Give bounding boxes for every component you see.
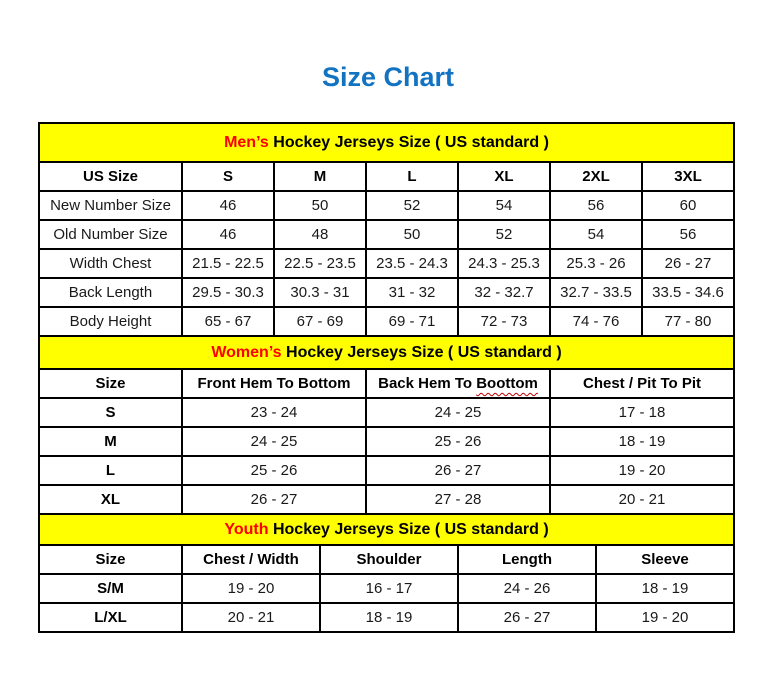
men-cell: 65 - 67 — [182, 307, 274, 336]
table-row — [39, 603, 734, 632]
youth-col-header-sleeve: Sleeve — [596, 545, 734, 574]
women-cell: 25 - 26 — [366, 427, 550, 456]
women-col-header-back-hem — [366, 369, 550, 398]
men-cell: 52 — [458, 220, 550, 249]
youth-cell: 18 - 19 — [596, 574, 734, 603]
men-cell: 52 — [366, 191, 458, 220]
table-row — [39, 307, 734, 336]
women-cell: 27 - 28 — [366, 485, 550, 514]
men-row-label: Old Number Size — [39, 220, 182, 249]
youth-cell: 16 - 17 — [320, 574, 458, 603]
men-cell: 32 - 32.7 — [458, 278, 550, 307]
men-cell: 30.3 - 31 — [274, 278, 366, 307]
men-col-header-s: S — [182, 162, 274, 191]
mens-section-header — [39, 123, 734, 162]
women-cell: 26 - 27 — [182, 485, 366, 514]
women-col-header-back-hem-text: Back Hem To — [378, 375, 477, 392]
men-cell: 56 — [550, 191, 642, 220]
youth-column-header-row — [39, 545, 734, 574]
women-cell: 20 - 21 — [550, 485, 734, 514]
womens-size-table — [38, 335, 735, 515]
women-row-label: XL — [39, 485, 182, 514]
youth-row-label: L/XL — [39, 603, 182, 632]
table-row — [39, 249, 734, 278]
women-cell: 24 - 25 — [182, 427, 366, 456]
men-cell: 29.5 - 30.3 — [182, 278, 274, 307]
womens-section-header — [39, 336, 734, 369]
youth-section-header-row — [39, 514, 734, 545]
men-cell: 60 — [642, 191, 734, 220]
men-cell: 50 — [274, 191, 366, 220]
men-cell: 69 - 71 — [366, 307, 458, 336]
women-col-header-front-hem: Front Hem To Bottom — [182, 369, 366, 398]
women-row-label: M — [39, 427, 182, 456]
mens-size-table — [38, 122, 735, 337]
women-cell: 19 - 20 — [550, 456, 734, 485]
men-col-header-us-size: US Size — [39, 162, 182, 191]
womens-section-highlight: Women’s — [211, 343, 282, 361]
men-cell: 54 — [458, 191, 550, 220]
men-row-label: Width Chest — [39, 249, 182, 278]
youth-col-header-length: Length — [458, 545, 596, 574]
page-title: Size Chart — [321, 62, 455, 92]
mens-section-rest: Hockey Jerseys Size ( US standard ) — [268, 133, 549, 151]
women-cell: 23 - 24 — [182, 398, 366, 427]
men-cell: 32.7 - 33.5 — [550, 278, 642, 307]
table-row — [39, 485, 734, 514]
women-row-label: L — [39, 456, 182, 485]
women-cell: 18 - 19 — [550, 427, 734, 456]
women-cell: 24 - 25 — [366, 398, 550, 427]
mens-column-header-row — [39, 162, 734, 191]
men-cell: 56 — [642, 220, 734, 249]
men-cell: 31 - 32 — [366, 278, 458, 307]
women-cell: 26 - 27 — [366, 456, 550, 485]
women-col-header-chest: Chest / Pit To Pit — [550, 369, 734, 398]
men-col-header-2xl: 2XL — [550, 162, 642, 191]
table-row — [39, 191, 734, 220]
youth-col-header-shoulder: Shoulder — [320, 545, 458, 574]
men-col-header-xl: XL — [458, 162, 550, 191]
youth-cell: 19 - 20 — [596, 603, 734, 632]
mens-section-header-row — [39, 123, 734, 162]
youth-cell: 18 - 19 — [320, 603, 458, 632]
men-cell: 26 - 27 — [642, 249, 734, 278]
womens-column-header-row — [39, 369, 734, 398]
youth-size-table — [38, 513, 735, 633]
youth-section-header — [39, 514, 734, 545]
men-cell: 21.5 - 22.5 — [182, 249, 274, 278]
women-row-label: S — [39, 398, 182, 427]
size-chart-tables — [38, 122, 733, 633]
men-cell: 46 — [182, 220, 274, 249]
womens-section-rest: Hockey Jerseys Size ( US standard ) — [281, 343, 562, 361]
men-cell: 23.5 - 24.3 — [366, 249, 458, 278]
men-row-label: Back Length — [39, 278, 182, 307]
men-cell: 33.5 - 34.6 — [642, 278, 734, 307]
men-cell: 54 — [550, 220, 642, 249]
men-cell: 48 — [274, 220, 366, 249]
youth-section-rest: Hockey Jerseys Size ( US standard ) — [268, 520, 549, 538]
mens-section-highlight: Men’s — [224, 133, 269, 151]
youth-col-header-chest-width: Chest / Width — [182, 545, 320, 574]
misspelled-word: Boottom — [476, 375, 538, 392]
men-cell: 77 - 80 — [642, 307, 734, 336]
youth-cell: 26 - 27 — [458, 603, 596, 632]
men-col-header-3xl: 3XL — [642, 162, 734, 191]
men-cell: 24.3 - 25.3 — [458, 249, 550, 278]
men-cell: 22.5 - 23.5 — [274, 249, 366, 278]
table-row — [39, 427, 734, 456]
men-cell: 72 - 73 — [458, 307, 550, 336]
women-cell: 25 - 26 — [182, 456, 366, 485]
youth-row-label: S/M — [39, 574, 182, 603]
men-col-header-l: L — [366, 162, 458, 191]
men-row-label: New Number Size — [39, 191, 182, 220]
men-cell: 50 — [366, 220, 458, 249]
men-cell: 46 — [182, 191, 274, 220]
table-row — [39, 398, 734, 427]
youth-cell: 20 - 21 — [182, 603, 320, 632]
table-row — [39, 456, 734, 485]
men-cell: 74 - 76 — [550, 307, 642, 336]
men-cell: 67 - 69 — [274, 307, 366, 336]
men-col-header-m: M — [274, 162, 366, 191]
table-row — [39, 574, 734, 603]
youth-cell: 19 - 20 — [182, 574, 320, 603]
youth-cell: 24 - 26 — [458, 574, 596, 603]
table-row — [39, 278, 734, 307]
women-cell: 17 - 18 — [550, 398, 734, 427]
youth-col-header-size: Size — [39, 545, 182, 574]
womens-section-header-row — [39, 336, 734, 369]
youth-section-highlight: Youth — [224, 520, 269, 538]
table-row — [39, 220, 734, 249]
men-row-label: Body Height — [39, 307, 182, 336]
women-col-header-size: Size — [39, 369, 182, 398]
men-cell: 25.3 - 26 — [550, 249, 642, 278]
